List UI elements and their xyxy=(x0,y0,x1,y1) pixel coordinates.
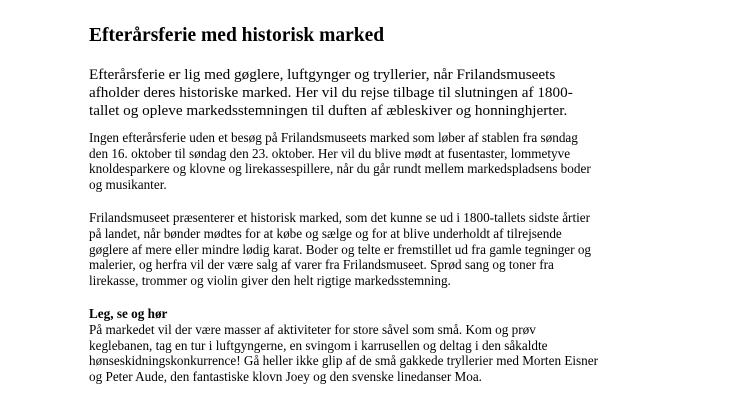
page-title: Efterårsferie med historisk marked xyxy=(89,25,385,46)
paragraph-historic-market: Frilandsmuseet præsenterer et historisk marked, som det kunne se ud i 1800-tallets sidste årtier på landet, når bønder mødtes for at købe og sælge og for at blive underholdt af tilrejsende gøglere af mere eller mindre lødig karat. Boder og telte er fremstillet ud fra gamle tegninger og malerier, og herfra vil der være salg af varer fra Frilandsmuseet. Sprød sang og toner fra lirekasse, trommer og violin giver den helt rigtige markedsstemning. xyxy=(89,210,592,288)
paragraph-market-dates: Ingen efterårsferie uden et besøg på Frilandsmuseets marked som løber af stablen fra søndag den 16. oktober til søndag den 23. oktober. Her vil du blive mødt at fusentaster, lommetyve knoldesparkere og klovne og lirekassespillere, når du går rundt mellem markedspladsens boder og musikanter. xyxy=(89,130,591,192)
document-body xyxy=(89,24,599,384)
paragraph-activities: På markedet vil der være masser af aktiviteter for store såvel som små. Kom og prøv keglebanen, tag en tur i luftgyngerne, en svingom i karrusellen og deltag i den såkaldte hønseskidningskonkurrence! Gå heller ikke glip af de små gakkede tryllerier med Morten Eisner og Peter Aude, den fantastiske klovn Joey og den svenske linedanser Moa. xyxy=(89,321,599,384)
section-heading: Leg, se og hør xyxy=(89,306,168,322)
intro-paragraph: Efterårsferie er lig med gøglere, luftgynger og tryllerier, når Frilandsmuseets afholder deres historiske marked. Her vil du rejse tilbage til slutningen af 1800-tallet og opleve markedsstemningen til duften af æbleskiver og honninghjerter. xyxy=(89,66,573,119)
